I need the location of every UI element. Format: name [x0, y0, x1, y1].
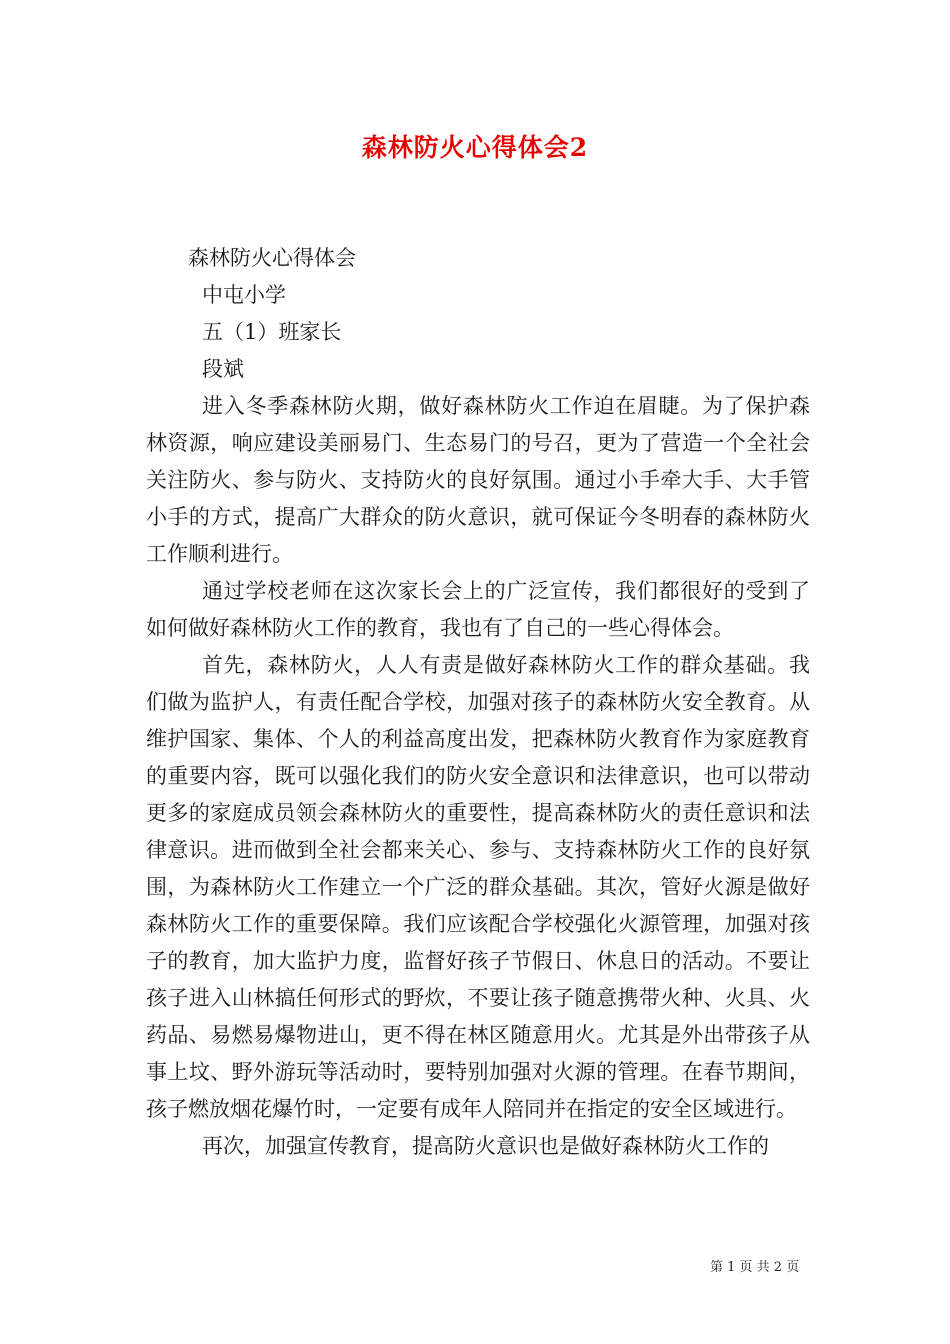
header-line-school: 中屯小学 [202, 283, 286, 307]
paragraph-3: 首先，森林防火，人人有责是做好森林防火工作的群众基础。我们做为监护人，有责任配合学校，加强对孩子的森林防火安全教育。从维护国家、集体、个人的利益高度出发，把森林防火教育作为家庭教育的重要内容，既可以强化我们的防火安全意识和法律意识，也可以带动更多的家庭成员领会森林防火的重要性，提高森林防火的责任意识和法律意识。进而做到全社会都来关心、参与、支持森林防火工作的良好氛围，为森林防火工作建立一个广泛的群众基础。其次，管好火源是做好森林防火工作的重要保障。我们应该配合学校强化火源管理，加强对孩子的教育，加大监护力度，监督好孩子节假日、休息日的活动。不要让孩子进入山林搞任何形式的野炊，不要让孩子随意携带火种、火具、火药品、易燃易爆物进山，更不得在林区随意用火。尤其是外出带孩子从事上坟、野外游玩等活动时，要特别加强对火源的管理。在春节期间，孩子燃放烟花爆竹时，一定要有成年人陪同并在指定的安全区域进行。 [146, 653, 810, 1121]
header-line-class: 五（1）班家长 [202, 320, 342, 344]
paragraph-4: 再次，加强宣传教育，提高防火意识也是做好森林防火工作的 [202, 1134, 769, 1158]
paragraph-1: 进入冬季森林防火期，做好森林防火工作迫在眉睫。为了保护森林资源，响应建设美丽易门、生态易门的号召，更为了营造一个全社会关注防火、参与防火、支持防火的良好氛围。通过小手牵大手、大手管小手的方式，提高广大群众的防火意识，就可保证今冬明春的森林防火工作顺利进行。 [146, 394, 810, 566]
header-line-title: 森林防火心得体会 [188, 246, 356, 270]
header-line-author: 段斌 [202, 357, 244, 381]
page-footer: 第 1 页 共 2 页 [710, 1260, 800, 1275]
document-title: 森林防火心得体会2 [361, 133, 589, 162]
paragraph-2: 通过学校老师在这次家长会上的广泛宣传，我们都很好的受到了如何做好森林防火工作的教育，我也有了自己的一些心得体会。 [146, 579, 810, 640]
document-body [146, 240, 810, 1165]
